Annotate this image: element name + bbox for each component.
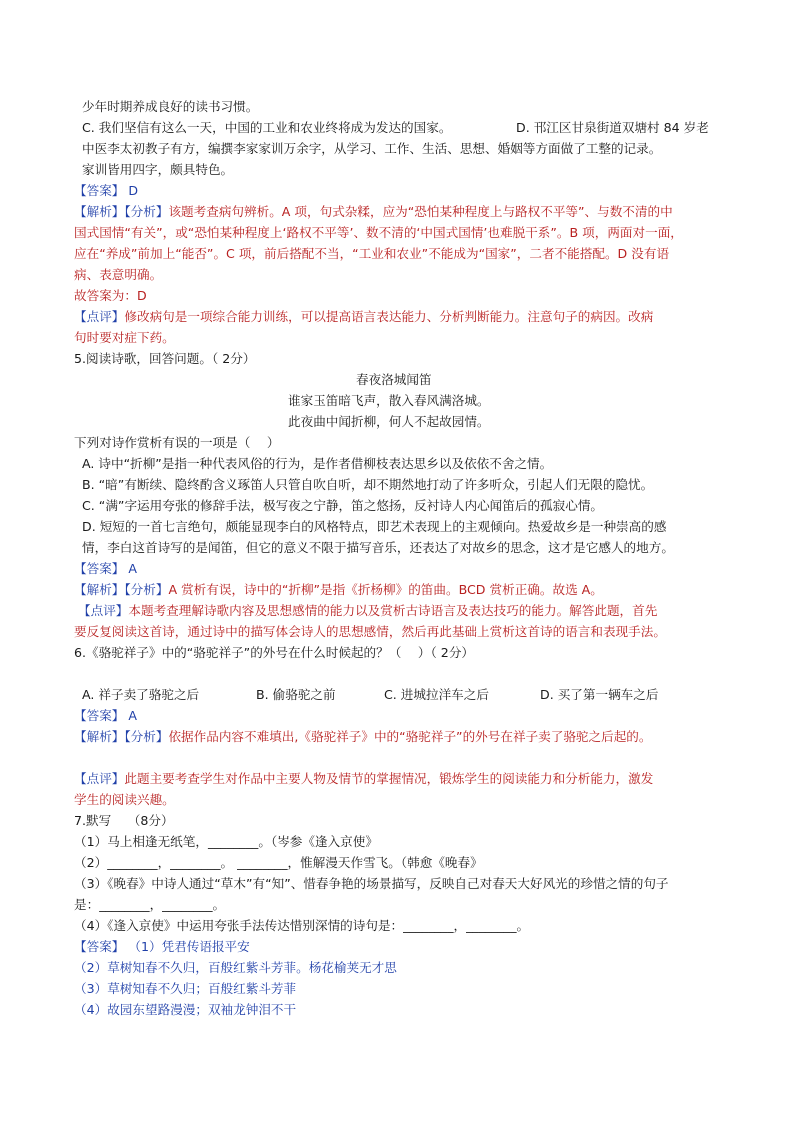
q7-item-2: （2）________，________。 ________，惟解漫天作雪飞。（韩愈《晚春》 <box>74 855 483 870</box>
comment-tag: 【点评】 <box>74 771 125 786</box>
q6-comment-line2: 学生的阅读兴趣。 <box>74 792 175 807</box>
q4-option-d-end: 家训皆用四字，颇具特色。 <box>82 162 234 177</box>
q7-stem: 7.默写 （8分） <box>74 813 174 828</box>
q6-option-a: A. 祥子卖了骆驼之后 <box>82 687 200 702</box>
q6-answer <box>74 706 137 726</box>
q4-analysis-line2: 国式国情“有关”，或“恐怕某种程度上‘路权不平等’、数不清的‘中国式国情’也难脱干系”。B 项，两面对一面， <box>74 225 683 240</box>
q4-option-d-cont: 中医李太初教子有方，编撰李家家训万余字，从学习、工作、生活、思想、婚姻等方面做了工整的记录。 <box>82 141 662 156</box>
analysis-text: 依据作品内容不难填出,《骆驼祥子》中的“骆驼祥子”的外号在祥子卖了骆驼之后起的。 <box>168 729 652 744</box>
q4-comment-line2: 句时要对症下药。 <box>74 330 175 345</box>
analysis-text: 该题考查病句辨析。A 项，句式杂糅，应为“恐怕某种程度上与路权不平等”、与数不清的中 <box>168 204 673 219</box>
answer-value: A <box>128 708 138 723</box>
q7-item-3: （3）《晚春》中诗人通过“草木”有“知”、惜春争艳的场景描写，反映自己对春天大好风光的珍惜之情的句子 <box>74 876 669 891</box>
q4-option-b-tail: 少年时期养成良好的读书习惯。 <box>82 99 259 114</box>
q4-option-d: D. 邗江区甘泉街道双塘村 84 岁老 <box>516 120 709 135</box>
q7-item-3-cont: 是：________，________。 <box>74 897 226 912</box>
q4-analysis-line3: 应在“养成”前加上“能否”。C 项，前后搭配不当，“工业和农业”不能成为“国家”，二者不能搭配。D 没有语 <box>74 246 670 261</box>
q5-option-c: C. “满”字运用夸张的修辞手法，极写夜之宁静，笛之悠扬，反衬诗人内心闻笛后的孤寂心情。 <box>82 498 604 513</box>
q4-option-c: C. 我们坚信有这么一天，中国的工业和农业终将成为发达的国家。 <box>82 120 452 135</box>
analysis-tag: 【解析】【分析】 <box>74 204 169 219</box>
analysis-tag: 【解析】【分析】 <box>74 729 169 744</box>
q5-option-b: B. “暗”有断续、隐终酌含义琢笛人只管自吹自听，却不期然地打动了许多听众，引起人们无限的隐忧。 <box>82 477 654 492</box>
q5-comment-line2: 要反复阅读这首诗，通过诗中的描写体会诗人的思想感情，然后再此基础上赏析这首诗的语言和表现手法。 <box>74 624 666 639</box>
analysis-text: A 赏析有误，诗中的“折柳”是指《折杨柳》的笛曲。BCD 赏析正确。故选 A。 <box>168 582 603 597</box>
q6-analysis <box>74 727 651 747</box>
q6-option-b: B. 偷骆驼之前 <box>256 687 336 702</box>
q5-comment <box>78 601 657 621</box>
q4-analysis <box>74 202 673 222</box>
answer-tag: 【答案】 <box>74 183 125 198</box>
q4-answer <box>74 181 138 201</box>
q5-answer <box>74 559 137 579</box>
answer-value: A <box>128 561 138 576</box>
comment-tag: 【点评】 <box>74 309 125 324</box>
answer-tag: 【答案】 <box>74 561 125 576</box>
answer-tag: 【答案】 <box>74 708 125 723</box>
q7-answer-2: （2）草树知春不久归，百般红紫斗芳菲。杨花榆荚无才思 <box>74 960 397 975</box>
q4-analysis-line4: 病、表意明确。 <box>74 267 163 282</box>
q5-analysis <box>74 580 603 600</box>
q5-question: 下列对诗作赏析有误的一项是（ ） <box>74 435 280 450</box>
poem-line-1: 谁家玉笛暗飞声，散入春风满洛城。 <box>288 393 490 408</box>
poem-line-2: 此夜曲中闻折柳，何人不起故园情。 <box>288 414 490 429</box>
q4-conclusion: 故答案为：D <box>74 288 147 303</box>
poem-title: 春夜洛城闻笛 <box>356 372 432 387</box>
comment-text: 此题主要考查学生对作品中主要人物及情节的掌握情况，锻炼学生的阅读能力和分析能力，激发 <box>124 771 654 786</box>
answer-tag: 【答案】 <box>74 939 125 954</box>
q7-answer <box>74 937 250 957</box>
comment-tag: 【点评】 <box>78 603 129 618</box>
q6-option-d: D. 买了第一辆车之后 <box>540 687 659 702</box>
q5-option-d: D. 短短的一首七言绝句，颇能显现李白的风格特点，即艺术表现上的主观倾向。热爱故乡是一种崇高的感 <box>82 519 667 534</box>
answer-1: （1）凭君传语报平安 <box>128 939 250 954</box>
q5-option-d-cont: 情，李白这首诗写的是闻笛，但它的意义不限于描写音乐，还表达了对故乡的思念，这才是它感人的地方。 <box>82 540 674 555</box>
q7-item-1: （1）马上相逢无纸笔，________。（岑参《逢入京使》 <box>74 834 378 849</box>
q5-stem: 5.阅读诗歌，回答问题。（ 2分） <box>74 351 256 366</box>
answer-value: D <box>128 183 139 198</box>
analysis-tag: 【解析】【分析】 <box>74 582 169 597</box>
comment-text: 本题考查理解诗歌内容及思想感情的能力以及赏析古诗语言及表达技巧的能力。解答此题，首先 <box>128 603 658 618</box>
q4-comment <box>74 307 653 327</box>
q7-item-4: （4）《逢入京使》中运用夸张手法传达惜别深情的诗句是：________，________。 <box>74 918 530 933</box>
q6-comment <box>74 769 653 789</box>
q6-stem: 6.《骆驼祥子》中的“骆驼祥子”的外号在什么时候起的？（ ）（ 2分） <box>74 645 475 660</box>
q7-answer-4: （4）故园东望路漫漫；双袖龙钟泪不干 <box>74 1002 297 1017</box>
comment-text: 修改病句是一项综合能力训练，可以提高语言表达能力、分析判断能力。注意句子的病因。改病 <box>124 309 654 324</box>
q7-answer-3: （3）草树知春不久归；百般红紫斗芳菲 <box>74 981 297 996</box>
q5-option-a: A. 诗中“折柳”是指一种代表风俗的行为，是作者借柳枝表达思乡以及依依不舍之情。 <box>82 456 553 471</box>
q6-option-c: C. 进城拉洋车之后 <box>384 687 489 702</box>
